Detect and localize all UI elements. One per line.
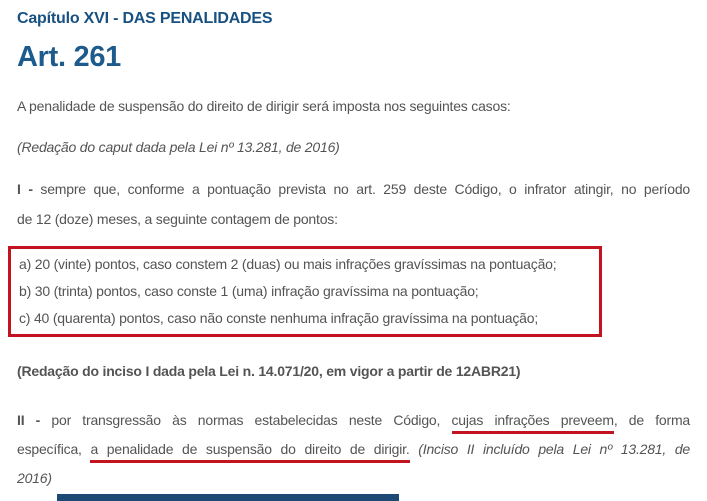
inciso-ii-line1 (17, 406, 690, 435)
inciso-i-label: I - (17, 181, 33, 197)
inciso-ii-paragraph (17, 406, 690, 493)
red-highlight-box (8, 246, 602, 337)
inciso-ii-amendment-note-part2: 2016) (17, 470, 52, 486)
inciso-ii-line1-end: , de forma (613, 412, 691, 428)
inciso-ii-amendment-note-part1: (Inciso II incluído pela Lei nº 13.281, de (409, 441, 690, 457)
inciso-ii-line2-start: específica, (17, 441, 91, 457)
caput-amendment-note: (Redação do caput dada pela Lei nº 13.281, de 2016) (17, 139, 340, 155)
inciso-i-paragraph (17, 174, 690, 234)
article-title: Art. 261 (17, 41, 121, 73)
red-underline-penalidade-suspensao: a penalidade de suspensão do direito de dirigir. (90, 441, 409, 463)
document-page (0, 10, 707, 493)
alinea-b: b) 30 (trinta) pontos, caso conste 1 (uma) infração gravíssima na pontuação; (19, 283, 479, 299)
inciso-i-line1-text: sempre que, conforme a pontuação prevista no art. 259 deste Código, o infrator atingir, no período (32, 181, 690, 197)
bottom-bar (57, 494, 399, 501)
alinea-a: a) 20 (vinte) pontos, caso constem 2 (duas) ou mais infrações gravíssimas na pontuação; (19, 256, 557, 272)
inciso-i-amendment-note: (Redação do inciso I dada pela Lei n. 14.071/20, em vigor a partir de 12ABR21) (17, 363, 521, 379)
inciso-ii-label: II - (17, 412, 41, 428)
inciso-i-line2: de 12 (doze) meses, a seguinte contagem de pontos: (17, 211, 338, 227)
inciso-ii-line1-text: por transgressão às normas estabelecidas neste Código, (40, 412, 452, 428)
chapter-heading: Capítulo XVI - DAS PENALIDADES (17, 10, 273, 27)
intro-paragraph: A penalidade de suspensão do direito de dirigir será imposta nos seguintes casos: (17, 98, 511, 114)
red-underline-cujas-infracoes-preveem: cujas infrações preveem (452, 412, 614, 434)
inciso-ii-line2 (17, 435, 690, 464)
inciso-i-line1 (17, 174, 690, 204)
alinea-c: c) 40 (quarenta) pontos, caso não conste nenhuma infração gravíssima na pontuação; (19, 310, 539, 326)
